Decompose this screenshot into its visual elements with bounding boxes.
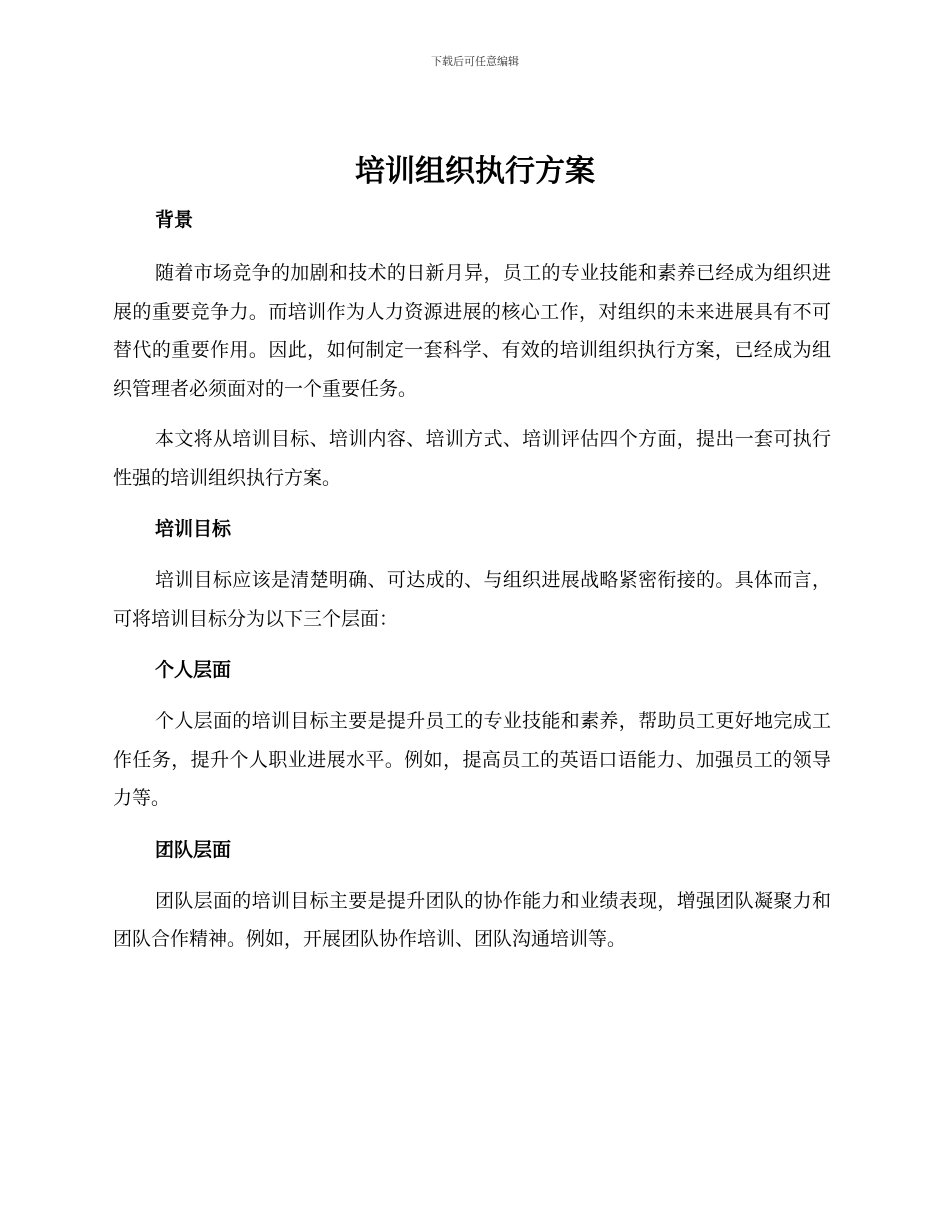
paragraph: 随着市场竞争的加剧和技术的日新月异，员工的专业技能和素养已经成为组织进展的重要竞争力。而培训作为人力资源进展的核心工作，对组织的未来进展具有不可替代的重要作用。因此，如何制定一套科学、有效的培训组织执行方案，已经成为组织管理者必须面对的一个重要任务。	[113, 262, 831, 400]
document-title: 培训组织执行方案	[355, 154, 595, 189]
section-heading-training-goals: 培训目标	[155, 518, 232, 540]
paragraph: 团队层面的培训目标主要是提升团队的协作能力和业绩表现，增强团队凝聚力和团队合作精神。例如，开展团队协作培训、团队沟通培训等。	[113, 889, 831, 950]
paragraph: 本文将从培训目标、培训内容、培训方式、培训评估四个方面，提出一套可执行性强的培训组织执行方案。	[113, 428, 831, 489]
paragraph: 个人层面的培训目标主要是提升员工的专业技能和素养，帮助员工更好地完成工作任务，提升个人职业进展水平。例如，提高员工的英语口语能力、加强员工的领导力等。	[113, 710, 831, 809]
section-heading-individual-level: 个人层面	[155, 659, 232, 681]
section-heading-background: 背景	[155, 209, 194, 231]
paragraph: 培训目标应该是清楚明确、可达成的、与组织进展战略紧密衔接的。具体而言，可将培训目标分为以下三个层面：	[113, 569, 831, 630]
header-note: 下载后可任意编辑	[431, 55, 519, 68]
section-heading-team-level: 团队层面	[155, 838, 232, 861]
document-body	[113, 202, 831, 959]
